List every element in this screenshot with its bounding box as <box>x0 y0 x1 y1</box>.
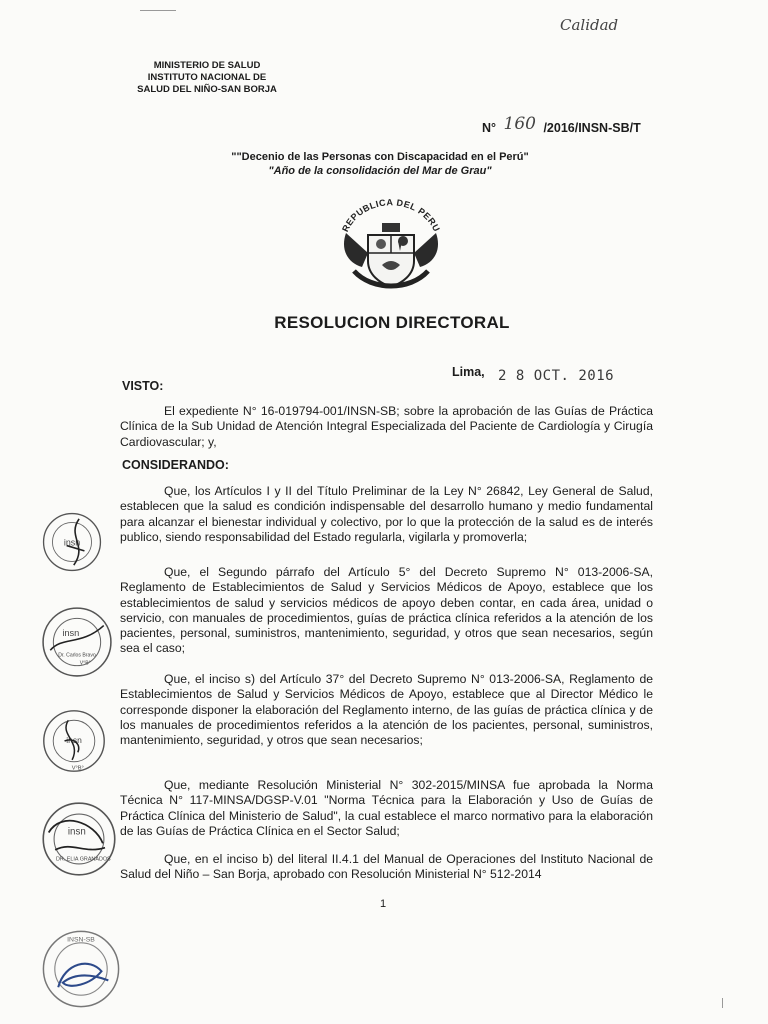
seal-label: insn <box>63 537 81 548</box>
ministry-header <box>122 60 292 96</box>
ministry-line: SALUD DEL NIÑO-SAN BORJA <box>137 84 277 95</box>
seal-signature-line: Dr. Carlos Bravo <box>58 652 96 659</box>
seal-label: insn <box>66 734 82 745</box>
seal-stamp-icon <box>40 705 108 777</box>
visto-heading: VISTO: <box>122 379 164 393</box>
seal-label: insn <box>62 627 80 638</box>
decenio-block <box>190 150 570 178</box>
stamp-date: 2 8 OCT. 2016 <box>498 368 615 384</box>
ministry-line: INSTITUTO NACIONAL DE <box>147 72 267 83</box>
seal-stamp-icon <box>40 605 114 679</box>
document-number <box>482 114 641 137</box>
ministry-line: MINISTERIO DE SALUD <box>153 60 261 71</box>
document-number-prefix: N° <box>482 121 497 135</box>
place-label: Lima, <box>452 365 485 379</box>
decenio-line-1: ""Decenio de las Personas con Discapacidad en el Perú" <box>231 151 529 163</box>
document-number-suffix: /2016/INSN-SB/T <box>543 121 641 135</box>
considerando-paragraph: Que, en el inciso b) del literal II.4.1 del Manual de Operaciones del Instituto Nacional de Salud del Niño – San Borja, aprobado con Resolución Ministerial N° 512-2014 <box>120 852 653 882</box>
considerando-paragraph: Que, los Artículos I y II del Título Preliminar de la Ley N° 26842, Ley General de Salud, establecen que la salud es condición indispensable del desarrollo humano y medio fundamental para alcanzar el bienestar individual y colectivo, por lo que la protección de la salud es de interés publico, siendo responsabilidad del Estado regularla, vigilarla y promoverla; <box>120 484 653 544</box>
considerando-paragraph: Que, el inciso s) del Artículo 37° del Decreto Supremo N° 013-2006-SA, Reglamento de Establecimientos de Salud y Servicios Médicos de Apoyo, establece que al Director Médico le corresponde disponer la elaboración del Reglamento interno, de las guías de práctica clínica y de los manuales de procedimientos referidos a la atención de los pacientes, personal, suministros, mantenimiento, seguridad, y otros que sean necesarios; <box>120 672 653 748</box>
scan-mark <box>140 10 176 11</box>
seal-label: insn <box>67 826 86 838</box>
seal-signature-line: DR. ELIA GRANADOS <box>55 856 111 863</box>
margin-note: Calidad <box>560 16 619 34</box>
considerando-paragraph: Que, mediante Resolución Ministerial N° 302-2015/MINSA fue aprobada la Norma Técnica N° 117-MINSA/DGSP-V.01 "Norma Técnica para la Elaboración y Uso de Guías de Práctica Clínica del Ministerio de Salud", la cual establece el marco normativo para la elaboración de las Guías de Práctica Clínica en el Sector Salud; <box>120 778 653 838</box>
seal-stamp-icon <box>40 510 104 574</box>
document-number-handwritten: 160 <box>503 114 536 134</box>
coat-of-arms-text: REPUBLICA DEL PERU <box>340 197 442 234</box>
visto-paragraph: El expediente N° 16-019794-001/INSN-SB; sobre la aprobación de las Guías de Práctica Clínica de la Sub Unidad de Atención Integral Especializada del Paciente de Cardiología y Cirugía Cardiovascular; y, <box>120 404 653 449</box>
document-title: RESOLUCION DIRECTORAL <box>274 313 510 332</box>
seal-note: V°B° <box>79 660 91 667</box>
seal-stamp-icon <box>40 928 122 1010</box>
coat-of-arms-icon <box>332 195 450 295</box>
seal-stamp-icon <box>40 800 118 878</box>
considerando-heading: CONSIDERANDO: <box>122 458 229 472</box>
seal-note: V°B° <box>71 765 84 772</box>
page-number: 1 <box>380 898 387 910</box>
seal-label: INSN-SB <box>67 936 95 944</box>
considerando-paragraph: Que, el Segundo párrafo del Artículo 5° del Decreto Supremo N° 013-2006-SA, Reglamento de Establecimientos de Salud y Servicios Médicos de Apoyo, establece que los establecimientos de salud y servicios médicos de apoyo deben contar, en cada área, unidad o servicio, con manuales de procedimientos, guías de práctica clínica referidos a la atención de los pacientes, personal, suministros, mantenimiento, seguridad, y otros que sean necesarios, según sea el caso; <box>120 565 653 656</box>
decenio-line-2: "Año de la consolidación del Mar de Grau" <box>268 165 492 177</box>
scan-mark <box>722 998 723 1008</box>
